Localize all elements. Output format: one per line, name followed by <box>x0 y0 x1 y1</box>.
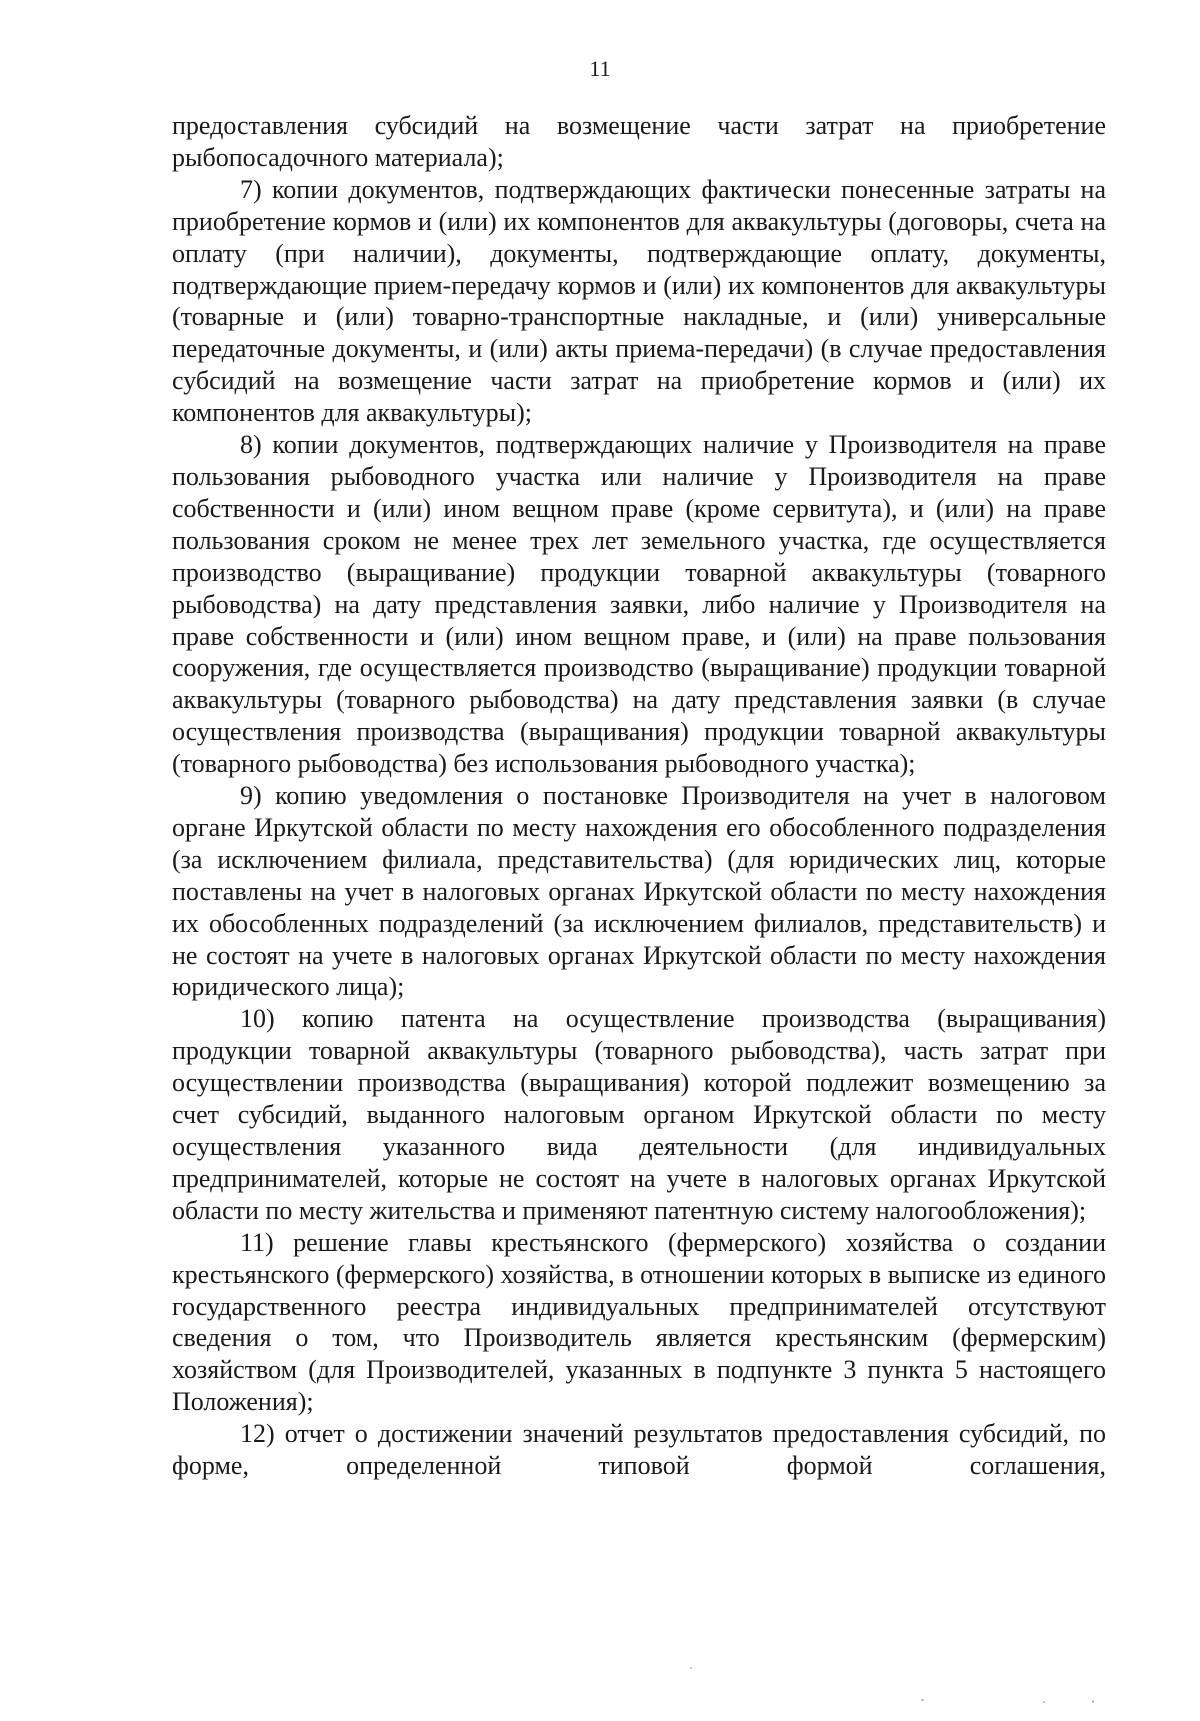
document-body <box>172 110 1106 1482</box>
paragraph-item-10: 10) копию патента на осуществление производства (выращивания) продукции товарной аквакультуры (товарного рыбоводства), часть затрат при осуществлении производства (выращивания) которой подлежит возмещению за счет субсидий, выданного налоговым органом Иркутской области по месту осуществления указанного вида деятельности (для индивидуальных предпринимателей, которые не состоят на учете в налоговых органах Иркутской области по месту жительства и применяют патентную систему налогообложения); <box>172 1004 1106 1225</box>
paragraph-continuation: предоставления субсидий на возмещение части затрат на приобретение рыбопосадочного материала); <box>172 111 1106 172</box>
scan-speck <box>690 1667 692 1669</box>
paragraph-item-9: 9) копию уведомления о постановке Производителя на учет в налоговом органе Иркутской области по месту нахождения его обособленного подразделения (за исключением филиала, представительства) (для юридических лиц, которые поставлены на учет в налоговых органах Иркутской области по месту нахождения их обособленных подразделений (за исключением филиалов, представительств) и не состоят на учете в налоговых органах Иркутской области по месту нахождения юридического лица); <box>172 781 1106 1002</box>
scan-speck <box>1043 1701 1045 1703</box>
paragraph-item-11: 11) решение главы крестьянского (фермерского) хозяйства о создании крестьянского (фермерского) хозяйства, в отношении которых в выписке из единого государственного реестра индивидуальных предпринимателей отсутствуют сведения о том, что Производитель является крестьянским (фермерским) хозяйством (для Производителей, указанных в подпункте 3 пункта 5 настоящего Положения); <box>172 1227 1106 1417</box>
paragraph-item-8: 8) копии документов, подтверждающих наличие у Производителя на праве пользования рыбоводного участка или наличие у Производителя на праве собственности и (или) ином вещном праве (кроме сервитута), и (или) на праве пользования сроком не менее трех лет земельного участка, где осуществляется производство (выращивание) продукции товарной аквакультуры (товарного рыбоводства) на дату представления заявки, либо наличие у Производителя на праве собственности и (или) ином вещном праве, и (или) на праве пользования сооружения, где осуществляется производство (выращивание) продукции товарной аквакультуры (товарного рыбоводства) на дату представления заявки (в случае осуществления производства (выращивания) продукции товарной аквакультуры (товарного рыбоводства) без использования рыбоводного участка); <box>172 430 1106 779</box>
paragraph-item-7: 7) копии документов, подтверждающих фактически понесенные затраты на приобретение кормов и (или) их компонентов для аквакультуры (договоры, счета на оплату (при наличии), документы, подтверждающие оплату, документы, подтверждающие прием-передачу кормов и (или) их компонентов для аквакультуры (товарные и (или) товарно-транспортные накладные, и (или) универсальные передаточные документы, и (или) акты приема-передачи) (в случае предоставления субсидий на возмещение части затрат на приобретение кормов и (или) их компонентов для аквакультуры); <box>172 174 1106 428</box>
page-number: 11 <box>589 56 611 81</box>
paragraph-item-12: 12) отчет о достижении значений результатов предоставления субсидий, по форме, определенной типовой формой соглашения, <box>172 1419 1106 1481</box>
scan-speck <box>1092 1700 1094 1703</box>
scan-speck <box>921 1699 924 1701</box>
